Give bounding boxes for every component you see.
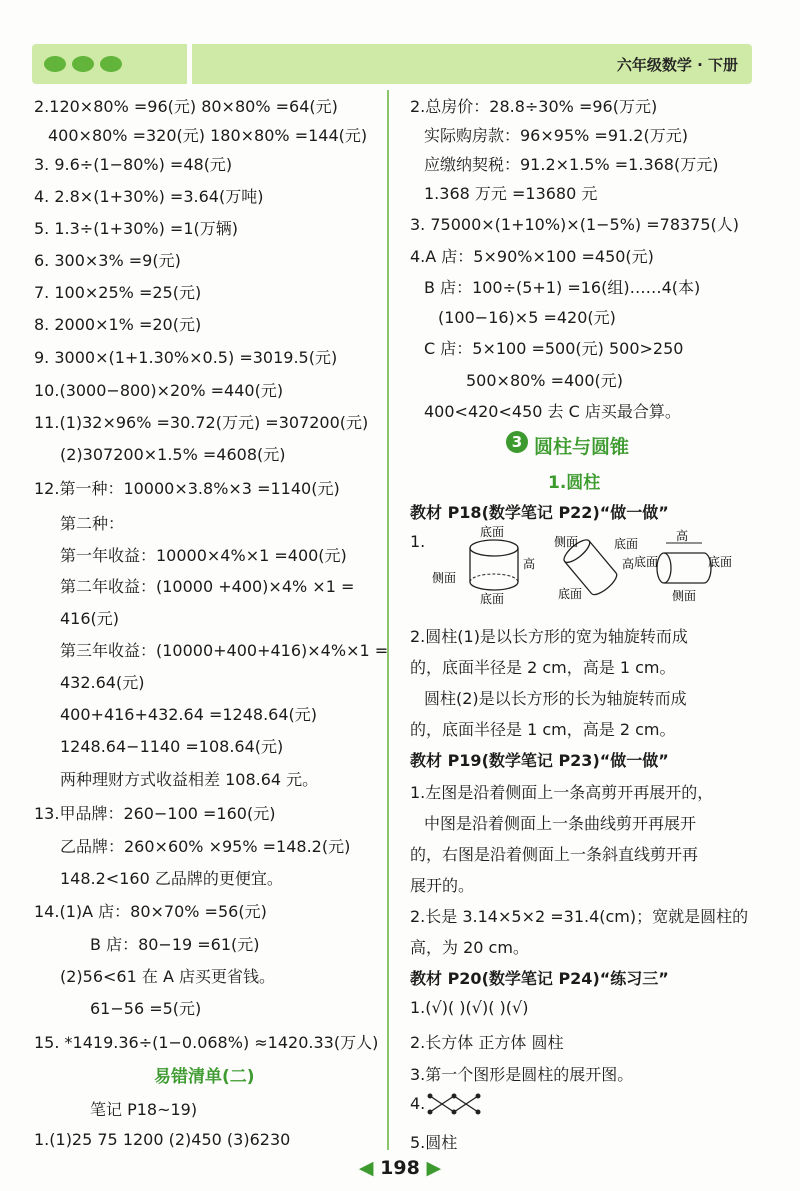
answer-line: 应缴纳契税：91.2×1.5% =1.368(万元) <box>424 155 719 174</box>
answer-line: 第二种： <box>60 514 125 533</box>
cylinder-figure-1 <box>432 524 535 606</box>
label-bottom-face: 底面 <box>480 592 505 606</box>
cylinder-figure-3 <box>634 528 732 603</box>
answer-line: 的，右图是沿着侧面上一条斜直线剪开再 <box>410 845 699 864</box>
answer-line: 4. <box>410 1094 426 1113</box>
label-height: 高 <box>523 557 536 571</box>
cylinder-figure-2 <box>554 535 638 601</box>
chapter-heading <box>410 432 760 458</box>
answer-line: 148.2<160 乙品牌的更便宜。 <box>60 869 283 888</box>
chapter-title: 圆柱与圆锥 <box>534 436 630 458</box>
answer-line: 1. <box>410 532 426 551</box>
answer-line: 8. 2000×1% =20(元) <box>34 315 202 334</box>
answer-line: 中图是沿着侧面上一条曲线剪开再展开 <box>424 814 697 833</box>
textbook-ref: 教材 P20(数学笔记 P24)“练习三” <box>410 969 669 988</box>
answer-line: 第一年收益：10000×4%×1 =400(元) <box>60 546 347 565</box>
answer-line: 高，为 20 cm。 <box>410 938 529 957</box>
column-divider <box>387 90 389 1150</box>
answer-line: 1.(1)25 75 1200 (2)450 (3)6230 <box>34 1130 291 1149</box>
page-footer <box>0 1157 800 1179</box>
answer-line: (2)307200×1.5% =4608(元) <box>60 445 286 464</box>
answer-line: 500×80% =400(元) <box>466 371 624 390</box>
page-header <box>32 44 752 84</box>
answer-line: 5.圆柱 <box>410 1133 458 1152</box>
answer-line: 3.第一个图形是圆柱的展开图。 <box>410 1065 634 1084</box>
header-title-panel <box>192 44 752 84</box>
answer-line: 400+416+432.64 =1248.64(元) <box>60 705 318 724</box>
answer-line: B 店：100÷(5+1) =16(组)……4(本) <box>424 278 701 297</box>
answer-line: 61−56 =5(元) <box>90 999 202 1018</box>
answer-line: 432.64(元) <box>60 673 145 692</box>
answer-line: 4.A 店：5×90%×100 =450(元) <box>410 247 654 266</box>
chapter-number-badge: 3 <box>506 431 528 453</box>
answer-line: 11.(1)32×96% =30.72(万元) =307200(元) <box>34 413 369 432</box>
answer-line: B 店：80−19 =61(元) <box>90 935 260 954</box>
textbook-ref: 教材 P19(数学笔记 P23)“做一做” <box>410 751 669 770</box>
cylinder-figures <box>428 525 733 608</box>
answer-line: 3. 9.6÷(1−80%) =48(元) <box>34 155 233 174</box>
section-title: 1.圆柱 <box>548 473 601 493</box>
answer-line: 4. 2.8×(1+30%) =3.64(万吨) <box>34 187 264 206</box>
header-dots-panel <box>32 44 187 84</box>
answer-line: 416(元) <box>60 609 120 628</box>
answer-line: 15. *1419.36÷(1−0.068%) ≈1420.33(万人) <box>34 1033 379 1052</box>
label-right-face: 底面 <box>708 555 733 569</box>
answer-line: (2)56<61 在 A 店买更省钱。 <box>60 967 275 986</box>
answer-line: 2.长方体 正方体 圆柱 <box>410 1033 564 1052</box>
answer-line: 13.甲品牌：260−100 =160(元) <box>34 804 276 823</box>
answer-line: 7. 100×25% =25(元) <box>34 283 202 302</box>
label-top-face: 底面 <box>614 537 639 551</box>
answer-line: (100−16)×5 =420(元) <box>438 308 616 327</box>
triangle-left-icon: ◀ <box>358 1157 374 1179</box>
answer-line: 第二年收益：(10000 +400)×4% ×1 = <box>60 577 355 596</box>
label-side: 侧面 <box>432 571 457 585</box>
answer-line: 1.(√)( )(√)( )(√) <box>410 998 529 1017</box>
answer-line: 笔记 P18~19) <box>90 1100 198 1119</box>
label-height: 高 <box>622 557 635 571</box>
answer-line: 3. 75000×(1+10%)×(1−5%) =78375(人) <box>410 215 740 234</box>
answer-line: 乙品牌：260×60% ×95% =148.2(元) <box>60 837 351 856</box>
answer-line: 的，底面半径是 2 cm，高是 1 cm。 <box>410 658 676 677</box>
matching-lines-diagram <box>424 1090 494 1118</box>
answer-line: 2.120×80% =96(元) 80×80% =64(元) <box>34 97 338 116</box>
answer-line: 2.长是 3.14×5×2 =31.4(cm)；宽就是圆柱的 <box>410 907 749 926</box>
answer-line: 9. 3000×(1+1.30%×0.5) =3019.5(元) <box>34 348 338 367</box>
answer-line: 1.368 万元 =13680 元 <box>424 184 598 203</box>
answer-line: 6. 300×3% =9(元) <box>34 251 181 270</box>
answer-line: 1.左图是沿着侧面上一条高剪开再展开的， <box>410 783 714 802</box>
answer-line: 12.第一种：10000×3.8%×3 =1140(元) <box>34 479 340 498</box>
answer-line: 两种理财方式收益相差 108.64 元。 <box>60 770 319 789</box>
page-number: 198 <box>380 1157 420 1179</box>
answer-line: 实际购房款：96×95% =91.2(万元) <box>424 126 688 145</box>
answer-line: 2.圆柱(1)是以长方形的宽为轴旋转而成 <box>410 627 688 646</box>
answer-line: 400×80% =320(元) 180×80% =144(元) <box>48 126 368 145</box>
label-height: 高 <box>676 529 689 543</box>
answer-line: 1248.64−1140 =108.64(元) <box>60 737 284 756</box>
label-top-face: 底面 <box>480 525 505 539</box>
label-bottom-face: 底面 <box>558 587 583 601</box>
answer-line: 展开的。 <box>410 876 475 895</box>
answer-line: 的，底面半径是 1 cm，高是 2 cm。 <box>410 720 676 739</box>
answer-line: 400<420<450 去 C 店买最合算。 <box>424 402 681 421</box>
answer-line: 2.总房价：28.8÷30% =96(万元) <box>410 97 658 116</box>
answer-line: 10.(3000−800)×20% =440(元) <box>34 381 284 400</box>
answer-line: 第三年收益：(10000+400+416)×4%×1 = <box>60 641 389 660</box>
label-left-face: 底面 <box>634 555 659 569</box>
answer-line: C 店：5×100 =500(元) 500>250 <box>424 339 684 358</box>
answer-line: 圆柱(2)是以长方形的长为轴旋转而成 <box>424 689 687 708</box>
dot-icon <box>72 56 94 72</box>
book-title: 六年级数学 · 下册 <box>616 56 738 74</box>
triangle-right-icon: ▶ <box>426 1157 442 1179</box>
dot-icon <box>100 56 122 72</box>
answer-line: 5. 1.3÷(1+30%) =1(万辆) <box>34 219 238 238</box>
answer-line: 14.(1)A 店：80×70% =56(元) <box>34 902 267 921</box>
dot-icon <box>44 56 66 72</box>
label-side: 侧面 <box>554 535 579 549</box>
textbook-ref: 教材 P18(数学笔记 P22)“做一做” <box>410 503 669 522</box>
section-heading: 易错清单(二) <box>154 1067 255 1087</box>
label-side: 侧面 <box>672 589 697 603</box>
